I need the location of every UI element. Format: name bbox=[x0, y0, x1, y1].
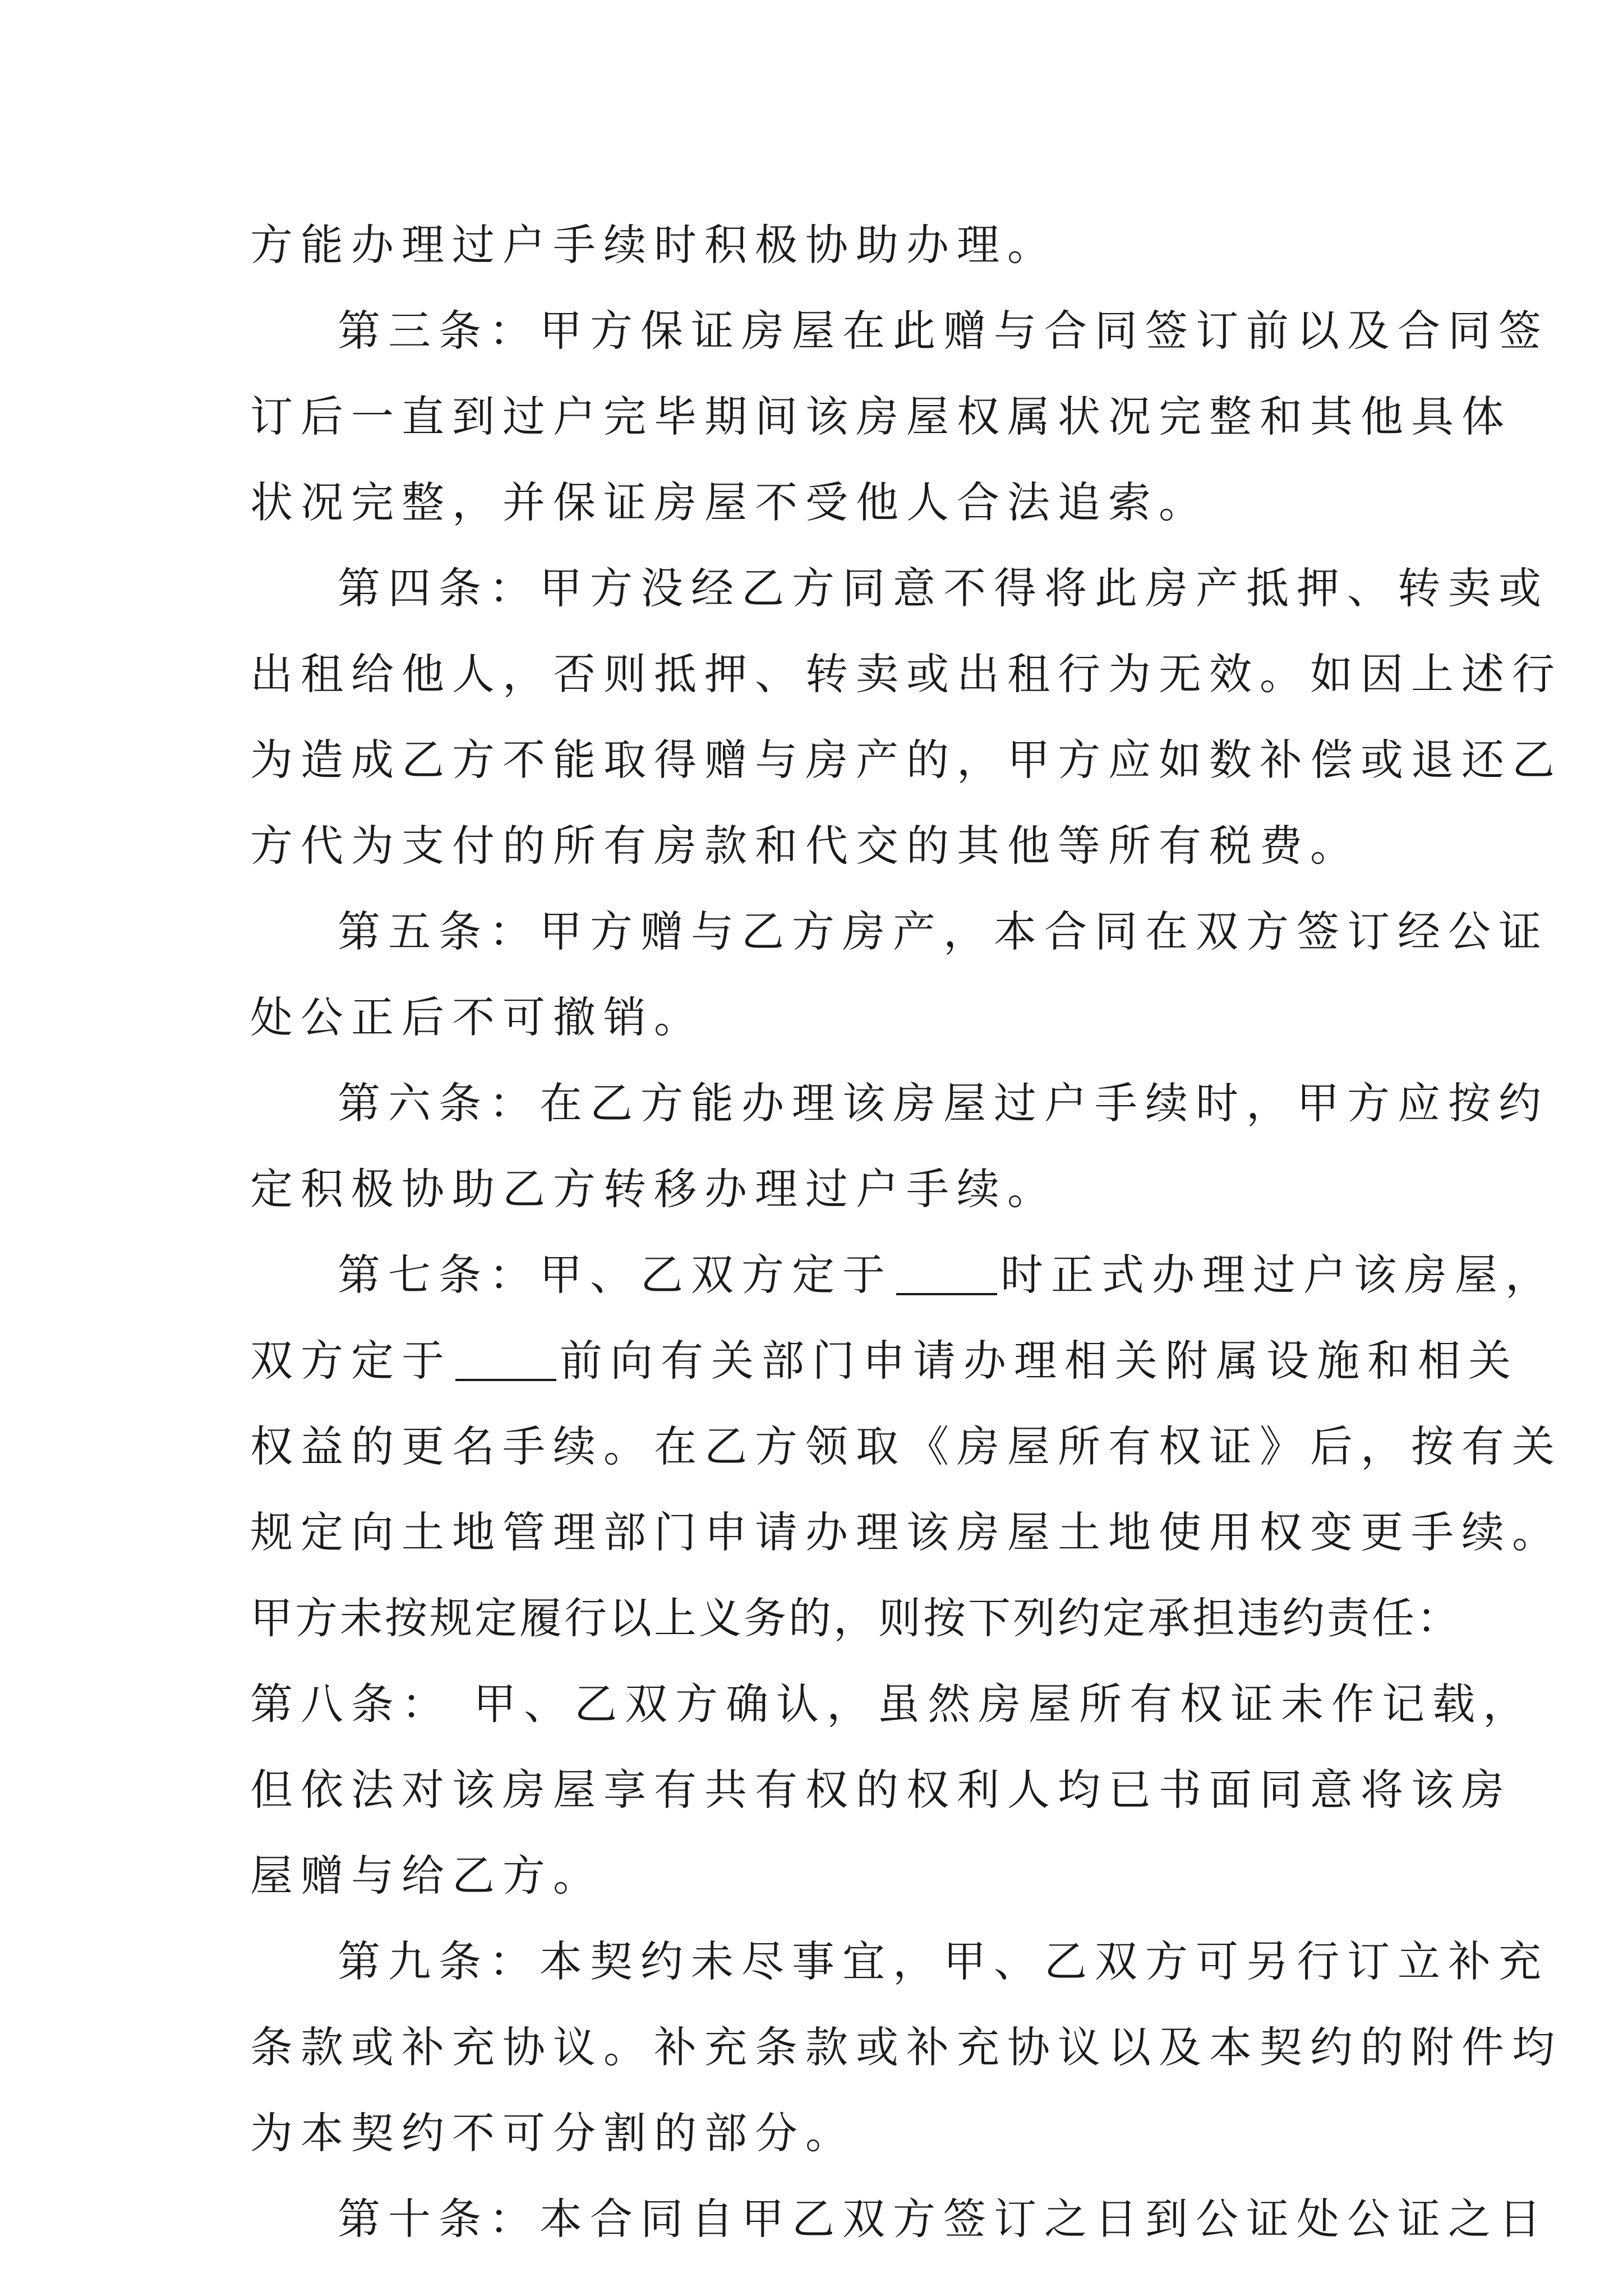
text-line: 屋赠与给乙方。 bbox=[250, 1851, 603, 1901]
clause-7-text-end: 时正式办理过户该房屋， bbox=[1000, 1250, 1556, 1300]
text-line: 但依法对该房屋享有共有权的权利人均已书面同意将该房 bbox=[250, 1765, 1512, 1815]
clause-6-line: 第六条：在乙方能办理该房屋过户手续时，甲方应按约 bbox=[338, 1078, 1549, 1128]
text-line: 权益的更名手续。在乙方领取《房屋所有权证》后，按有关 bbox=[250, 1421, 1562, 1471]
text-line: 为造成乙方不能取得赠与房产的，甲方应如数补偿或退还乙 bbox=[250, 735, 1562, 785]
text-line: 定积极协助乙方转移办理过户手续。 bbox=[250, 1164, 1058, 1214]
text-line: 出租给他人，否则抵押、转卖或出租行为无效。如因上述行 bbox=[250, 649, 1562, 699]
clause-10-line: 第十条：本合同自甲乙双方签订之日到公证处公证之日 bbox=[338, 2194, 1549, 2244]
text-line: 为本契约不可分割的部分。 bbox=[250, 2108, 856, 2158]
clause-7-line bbox=[250, 1232, 1556, 1318]
clause-4-line: 第四条：甲方没经乙方同意不得将此房产抵押、转卖或 bbox=[338, 563, 1549, 613]
date-blank-1 bbox=[896, 1253, 997, 1295]
text-line: 甲方未按规定履行以上义务的，则按下列约定承担违约责任： bbox=[250, 1593, 1461, 1643]
text-line: 订后一直到过户完毕期间该房屋权属状况完整和其他具体 bbox=[250, 392, 1512, 441]
clause-7-text-start: 第七条：甲、乙双方定于 bbox=[338, 1250, 893, 1300]
date-blank-2 bbox=[455, 1338, 556, 1381]
clause-3-line: 第三条：甲方保证房屋在此赠与合同签订前以及合同签 bbox=[338, 306, 1549, 356]
clause-7-cont-start: 双方定于 bbox=[250, 1336, 452, 1386]
clause-8-line: 第八条： 甲、乙双方确认，虽然房屋所有权证未作记载， bbox=[250, 1679, 1534, 1729]
text-line: 处公正后不可撤销。 bbox=[250, 992, 704, 1042]
clause-7-cont-end: 前向有关部门申请办理相关附属设施和相关 bbox=[560, 1336, 1519, 1386]
text-line: 状况完整，并保证房屋不受他人合法追索。 bbox=[250, 477, 1209, 527]
clause-5-line: 第五条：甲方赠与乙方房产，本合同在双方签订经公证 bbox=[338, 907, 1549, 956]
text-line: 条款或补充协议。补充条款或补充协议以及本契约的附件均 bbox=[250, 2022, 1562, 2072]
text-line: 方能办理过户手续时积极协助办理。 bbox=[250, 220, 1058, 270]
text-line bbox=[250, 1318, 1519, 1404]
clause-9-line: 第九条：本契约未尽事宜，甲、乙双方可另行订立补充 bbox=[338, 1936, 1549, 1986]
text-line: 规定向土地管理部门申请办理该房屋土地使用权变更手续。 bbox=[250, 1507, 1562, 1557]
contract-body-text bbox=[250, 202, 1562, 2262]
text-line: 方代为支付的所有房款和代交的其他等所有税费。 bbox=[250, 821, 1361, 871]
